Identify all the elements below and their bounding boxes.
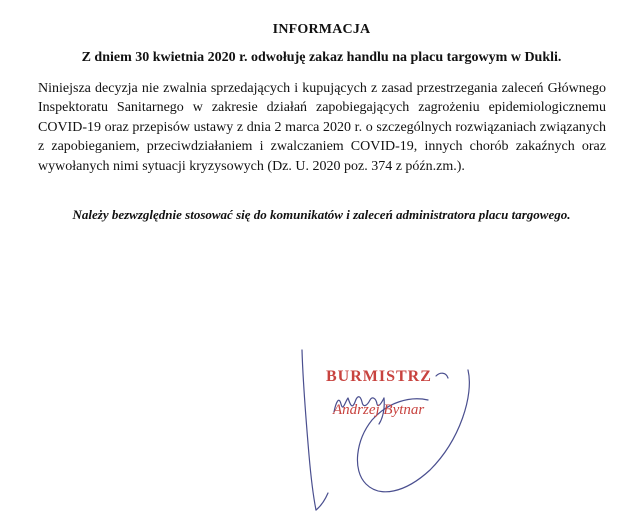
stamp-name: Andrzej Bytnar <box>333 402 425 418</box>
document-subheading: Z dniem 30 kwietnia 2020 r. odwołuję zakaz handlu na placu targowym w Dukli. <box>81 50 562 65</box>
document-body: Niniejsza decyzja nie zwalnia sprzedających i kupujących z zasad przestrzegania zaleceń Głównego Inspektoratu Sanitarnego w zakresie działań zapobiegających zagrożeniu epidemiologicznemu COVID-19 oraz przepisów ustawy z dnia 2 marca 2020 r. o szczególnych rozwiązaniach związanych z zapobieganiem, przeciwdziałaniem i zwalczaniem COVID-19, innych chorób zakaźnych oraz wywołanych nimi sytuacji kryzysowych (Dz. U. 2020 poz. 374 z późn.zm.). <box>38 81 606 174</box>
document-notice: Należy bezwzględnie stosować się do komunikatów i zaleceń administratora placu targowego. <box>72 207 571 222</box>
stamp-title: BURMISTRZ <box>326 368 432 385</box>
document-heading: INFORMACJA <box>272 22 371 37</box>
